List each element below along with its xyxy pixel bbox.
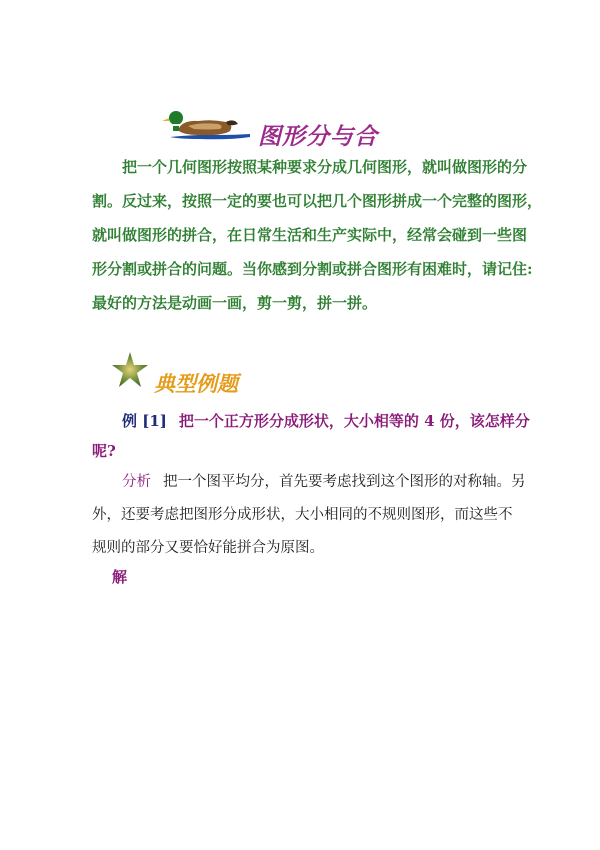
example-text: 把一个正方形分成形状，大小相等的 4 份，该怎样分 xyxy=(178,412,530,430)
intro-line: 最好的方法是动画一画，剪一剪，拼一拼。 xyxy=(92,294,378,312)
analysis-line: 规则的部分又要恰好能拼合为原图。 xyxy=(92,540,324,556)
examples-title: 典型例题 xyxy=(154,371,238,396)
example-line xyxy=(92,406,532,436)
analysis-label: 分析 xyxy=(122,474,151,490)
example-line: 呢? xyxy=(92,442,116,460)
analysis-line xyxy=(92,466,532,499)
example-label: 例 [1] xyxy=(122,412,167,430)
intro-line: 就叫做图形的拼合，在日常生活和生产实际中，经常会碰到一些图 xyxy=(92,226,528,244)
intro-line: 把一个几何图形按照某种要求分成几何图形，就叫做图形的分 xyxy=(122,158,528,176)
analysis-text: 把一个图平均分，首先要考虑找到这个图形的对称轴。另 xyxy=(163,474,526,490)
intro-paragraph xyxy=(92,150,543,320)
example-block xyxy=(92,406,532,466)
analysis-block xyxy=(92,466,532,565)
duck-icon xyxy=(160,104,252,144)
intro-line: 割。反过来，按照一定的要也可以把几个图形拼成一个完整的图形， xyxy=(92,192,543,210)
star-icon xyxy=(110,350,150,390)
solution-label: 解 xyxy=(112,568,128,586)
section-title: 图形分与合 xyxy=(258,123,378,150)
analysis-line: 外，还要考虑把图形分成形状，大小相同的不规则图形，而这些不 xyxy=(92,507,513,523)
intro-line: 形分割或拼合的问题。当你感到分割或拼合图形有困难时，请记住: xyxy=(92,260,533,278)
